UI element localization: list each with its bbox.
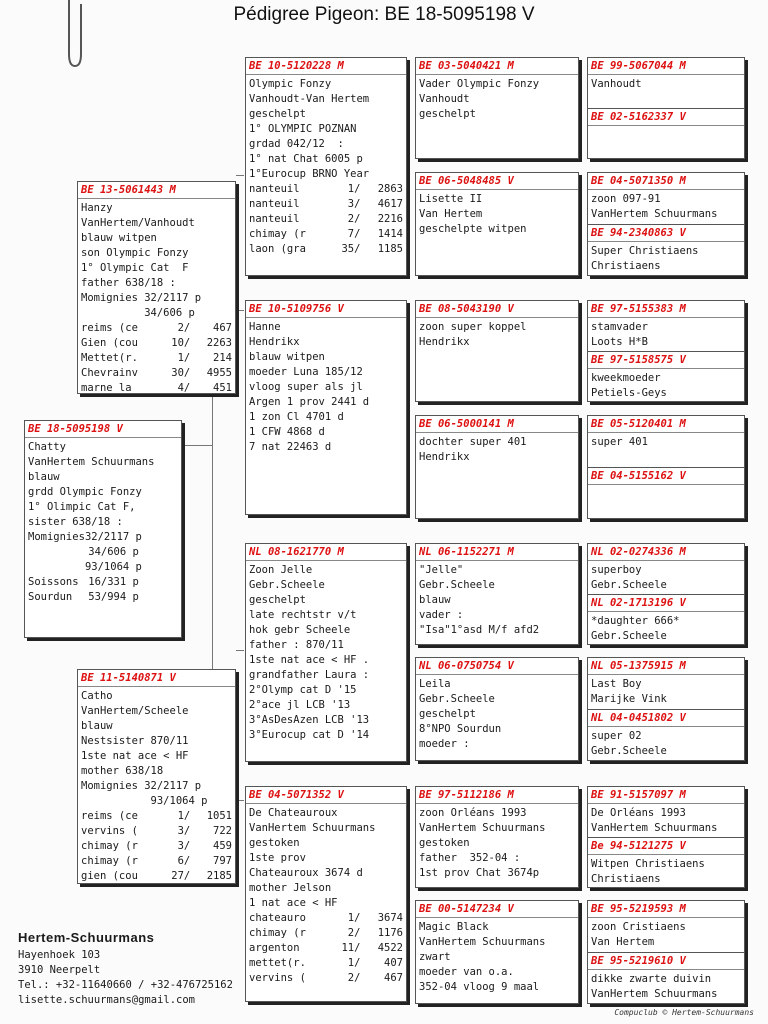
result-row	[81, 854, 232, 869]
card-line: moeder :	[419, 738, 470, 750]
result-row	[81, 381, 232, 394]
result-row	[28, 575, 178, 590]
race-place: 93/1064 p	[84, 561, 142, 573]
race-total	[141, 560, 178, 575]
ring-number: BE 13-5061443 M	[78, 182, 235, 199]
ring-number: BE 04-5071350 M	[588, 173, 744, 190]
card-line: Super Christiaens	[591, 245, 699, 257]
race-total: 4955	[206, 367, 232, 379]
card-line: grandfather Laura :	[249, 669, 370, 681]
card-line: Zoon Jelle	[249, 564, 313, 576]
card-line: zoon 097-91	[591, 193, 661, 205]
connector	[236, 800, 244, 801]
result-row	[81, 366, 232, 381]
card-line: VanHertem Schuurmans	[28, 456, 155, 468]
ring-number: BE 03-5040421 M	[416, 58, 578, 75]
race-name: reims (ce	[81, 322, 138, 334]
race-place: 7/	[347, 228, 361, 240]
pedigree-card-mother	[77, 669, 236, 884]
card-line: *daughter 666*	[591, 615, 680, 627]
card-lines	[249, 563, 403, 743]
result-row	[28, 545, 178, 560]
card-line: 3°Eurocup cat D '14	[249, 729, 370, 741]
card-line: sister 638/18 :	[28, 516, 123, 528]
card-line: 2°ace jl LCB '13	[249, 699, 351, 711]
race-place: 6/	[177, 855, 191, 867]
race-name: nanteuil	[249, 198, 300, 210]
race-total: 2863	[377, 183, 403, 195]
result-row	[249, 956, 403, 971]
card-line: Witpen Christiaens	[591, 858, 705, 870]
connector	[182, 445, 212, 446]
page-title: Pédigree Pigeon: BE 18-5095198 V	[233, 4, 535, 25]
card-results	[81, 321, 232, 394]
ring-number: Be 94-5121275 V	[588, 838, 744, 855]
race-place: 16/331 p	[88, 576, 139, 588]
card-line: geschelpt	[249, 594, 306, 606]
pedigree-card-gen4-pair	[587, 900, 745, 1004]
result-row	[249, 227, 403, 242]
race-name: Sourdun	[28, 591, 73, 603]
card-results	[28, 530, 178, 605]
ring-number: BE 94-2340863 V	[588, 225, 744, 242]
result-row	[81, 869, 232, 884]
card-line: 1°Eurocup BRNO Year	[249, 168, 370, 180]
card-line: Leila	[419, 678, 451, 690]
card-line: Lisette II	[419, 193, 483, 205]
card-line: Vanhoudt	[419, 93, 470, 105]
card-line: Momignies 32/2117 p	[81, 780, 202, 792]
card-line: Hendrikx	[419, 336, 470, 348]
card-line: 1° OLYMPIC POZNAN	[249, 123, 357, 135]
card-line: father 638/18 :	[81, 277, 176, 289]
result-row	[249, 941, 403, 956]
card-line: VanHertem Schuurmans	[591, 822, 718, 834]
card-results	[249, 182, 403, 257]
race-total	[139, 575, 178, 590]
card-line: "Jelle"	[419, 564, 464, 576]
card-results	[249, 911, 403, 986]
result-row	[249, 926, 403, 941]
pedigree-card-gen4-pair	[587, 657, 745, 761]
result-row	[81, 839, 232, 854]
card-line: 1ste nat ace < HF	[81, 750, 189, 762]
ring-number: BE 06-5000141 M	[416, 416, 578, 433]
card-line: 1ste prov	[249, 852, 306, 864]
race-place: 35/	[341, 243, 361, 255]
race-total: 722	[213, 825, 232, 837]
card-line: 1 nat ace < HF	[249, 897, 338, 909]
card-line: zoon Cristiaens	[591, 921, 686, 933]
card-line: 93/1064 p	[81, 795, 208, 807]
card-line: 1° Olympic Cat F	[81, 262, 189, 274]
race-total: 3674	[377, 912, 403, 924]
card-line: 1 zon Cl 4701 d	[249, 411, 344, 423]
result-row	[28, 530, 178, 545]
pedigree-card-main	[24, 420, 182, 638]
ring-number: BE 00-5147234 V	[416, 901, 578, 918]
race-name: nanteuil	[249, 183, 300, 195]
card-line: vader :	[419, 609, 464, 621]
race-name: vervins (	[81, 825, 138, 837]
race-place: 1/	[347, 912, 361, 924]
card-line: geschelpt	[419, 108, 476, 120]
card-line: zwart	[419, 951, 451, 963]
card-line: Loots H*B	[591, 336, 648, 348]
card-line: 1° Olimpic Cat F,	[28, 501, 136, 513]
card-lines	[249, 806, 403, 911]
pedigree-card-gen4-pair	[587, 172, 745, 276]
card-line: blauw	[81, 720, 113, 732]
card-line: superboy	[591, 564, 642, 576]
card-line: geschelpt	[419, 708, 476, 720]
race-total: 1176	[377, 927, 403, 939]
card-line: geschelpte witpen	[419, 223, 527, 235]
connector	[236, 175, 244, 176]
pedigree-card-gen4-pair	[587, 57, 745, 159]
race-total: 797	[213, 855, 232, 867]
ring-number: BE 06-5048485 V	[416, 173, 578, 190]
result-row	[249, 242, 403, 257]
card-line: De Chateauroux	[249, 807, 338, 819]
race-total: 1051	[206, 810, 232, 822]
card-line: Hendrikx	[419, 451, 470, 463]
card-line: blauw witpen	[249, 351, 325, 363]
card-line: VanHertem Schuurmans	[591, 208, 718, 220]
card-line: Gebr.Scheele	[591, 579, 667, 591]
race-name: argenton	[249, 942, 300, 954]
race-total: 2185	[206, 870, 232, 882]
card-line: 1 CFW 4868 d	[249, 426, 325, 438]
card-line: Gebr.Scheele	[249, 579, 325, 591]
race-name: chimay (r	[81, 855, 138, 867]
race-place: 27/	[171, 870, 191, 882]
result-row	[28, 590, 178, 605]
card-line: VanHertem Schuurmans	[591, 988, 718, 1000]
card-line: Nestsister 870/11	[81, 735, 189, 747]
ring-number: BE 99-5067044 M	[588, 58, 744, 75]
card-line: Momignies 32/2117 p	[81, 292, 202, 304]
card-line: stamvader	[591, 321, 648, 333]
pedigree-card-father-father	[245, 57, 407, 276]
card-line: Van Hertem	[419, 208, 483, 220]
pedigree-card-gen3	[415, 543, 579, 645]
card-line: father : 870/11	[249, 639, 344, 651]
breeder-name: Hertem-Schuurmans	[18, 930, 155, 945]
pedigree-card-gen4-pair	[587, 300, 745, 402]
card-line: Gebr.Scheele	[419, 693, 495, 705]
card-line: dikke zwarte duivin	[591, 973, 712, 985]
card-line: Christiaens	[591, 260, 661, 272]
result-row	[249, 197, 403, 212]
pedigree-card-gen4-pair	[587, 786, 745, 888]
race-total	[139, 590, 178, 605]
pedigree-card-gen3	[415, 657, 579, 761]
card-line: zoon super koppel	[419, 321, 527, 333]
card-line: super 401	[591, 436, 648, 448]
ring-number: BE 97-5155383 M	[588, 301, 744, 318]
card-line: 2°Olymp cat D '15	[249, 684, 357, 696]
card-lines	[81, 201, 232, 321]
card-line: Argen 1 prov 2441 d	[249, 396, 370, 408]
card-line: Magic Black	[419, 921, 489, 933]
card-line: gestoken	[249, 837, 300, 849]
card-line: Hanne	[249, 321, 281, 333]
race-place: 10/	[171, 337, 191, 349]
race-name: gien (cou	[81, 870, 138, 882]
card-line: Last Boy	[591, 678, 642, 690]
card-line: Van Hertem	[591, 936, 655, 948]
ring-number: NL 06-0750754 V	[416, 658, 578, 675]
race-place: 4/	[177, 382, 191, 394]
ring-number: BE 10-5120228 M	[246, 58, 406, 75]
race-name: nanteuil	[249, 213, 300, 225]
card-line: Hanzy	[81, 202, 113, 214]
result-row	[81, 321, 232, 336]
race-place: 2/	[347, 972, 361, 984]
card-line: son Olympic Fonzy	[81, 247, 189, 259]
race-total	[141, 530, 178, 545]
card-line: VanHertem/Vanhoudt	[81, 217, 195, 229]
breeder-info	[18, 930, 233, 1008]
card-line: Vanhoudt	[591, 78, 642, 90]
card-line: late rechtstr v/t	[249, 609, 357, 621]
race-name	[28, 560, 85, 575]
card-line: blauw witpen	[81, 232, 157, 244]
card-results	[81, 809, 232, 884]
race-name: vervins (	[249, 972, 306, 984]
card-line: Chateauroux 3674 d	[249, 867, 363, 879]
card-line: 1° nat Chat 6005 p	[249, 153, 363, 165]
ring-number: BE 04-5155162 V	[588, 468, 744, 485]
breeder-phone: Tel.: +32-11640660 / +32-476725162	[18, 979, 233, 991]
race-total: 1185	[377, 243, 403, 255]
ring-number: BE 91-5157097 M	[588, 787, 744, 804]
race-name: Momignies	[28, 531, 85, 543]
race-place: 3/	[177, 840, 191, 852]
race-total	[139, 545, 178, 560]
pedigree-card-gen4-pair	[587, 415, 745, 519]
card-line: moeder Luna 185/12	[249, 366, 363, 378]
race-place: 1/	[347, 183, 361, 195]
race-name: chimay (r	[81, 840, 138, 852]
ring-number: BE 04-5071352 V	[246, 787, 406, 804]
card-line: VanHertem Schuurmans	[249, 822, 376, 834]
result-row	[81, 336, 232, 351]
card-line: grdad 042/12 :	[249, 138, 344, 150]
card-line: moeder van o.a.	[419, 966, 514, 978]
race-total: 4617	[377, 198, 403, 210]
card-line: grdd Olympic Fonzy	[28, 486, 142, 498]
race-place: 1/	[177, 352, 191, 364]
race-name: Gien (cou	[81, 337, 138, 349]
card-line: Gebr.Scheele	[419, 579, 495, 591]
race-total: 459	[213, 840, 232, 852]
card-lines	[81, 689, 232, 809]
race-place: 2/	[347, 927, 361, 939]
race-total: 214	[213, 352, 232, 364]
race-total: 2263	[206, 337, 232, 349]
pedigree-card-father	[77, 181, 236, 394]
card-line: Olympic Fonzy	[249, 78, 332, 90]
race-name: marne la	[81, 382, 132, 394]
card-lines	[249, 77, 403, 182]
race-place: 2/	[177, 322, 191, 334]
pedigree-card-mother-mother	[245, 786, 407, 1002]
card-line: Gebr.Scheele	[591, 630, 667, 642]
card-line: blauw	[419, 594, 451, 606]
connector	[236, 650, 244, 651]
race-place: 3/	[177, 825, 191, 837]
card-line: mother Jelson	[249, 882, 332, 894]
race-name: Chevrainv	[81, 367, 138, 379]
card-line: Petiels-Geys	[591, 387, 667, 399]
pedigree-card-gen3	[415, 172, 579, 276]
ring-number: NL 04-0451802 V	[588, 710, 744, 727]
card-line: 3°AsDesAzen LCB '13	[249, 714, 370, 726]
pedigree-card-mother-father	[245, 543, 407, 762]
card-line: kweekmoeder	[591, 372, 661, 384]
ring-number: BE 08-5043190 V	[416, 301, 578, 318]
result-row	[249, 182, 403, 197]
card-line: Gebr.Scheele	[591, 745, 667, 757]
card-line: zoon Orléans 1993	[419, 807, 527, 819]
pedigree-card-gen3	[415, 300, 579, 402]
card-line: 1st prov Chat 3674p	[419, 867, 540, 879]
card-line: blauw	[28, 471, 60, 483]
race-place: 3/	[347, 198, 361, 210]
card-line: geschelpt	[249, 108, 306, 120]
race-name: mettet(r.	[249, 957, 306, 969]
race-total: 1414	[377, 228, 403, 240]
breeder-city: 3910 Neerpelt	[18, 964, 101, 976]
result-row	[249, 911, 403, 926]
race-name: Soissons	[28, 576, 79, 588]
ring-number: NL 06-1152271 M	[416, 544, 578, 561]
race-total: 4522	[377, 942, 403, 954]
race-total: 451	[213, 382, 232, 394]
card-line: vloog super als jl	[249, 381, 363, 393]
card-line: 352-04 vloog 9 maal	[419, 981, 540, 993]
card-line: Hendrikx	[249, 336, 300, 348]
card-line: VanHertem Schuurmans	[419, 936, 546, 948]
result-row	[249, 212, 403, 227]
result-row	[81, 824, 232, 839]
connector	[236, 310, 244, 311]
card-line: "Isa"1°asd M/f afd2	[419, 624, 540, 636]
ring-number: NL 02-1713196 V	[588, 595, 744, 612]
pedigree-card-father-mother	[245, 300, 407, 515]
card-line: Christiaens	[591, 873, 661, 885]
ring-number: BE 97-5112186 M	[416, 787, 578, 804]
card-line: Vader Olympic Fonzy	[419, 78, 540, 90]
card-line: Chatty	[28, 441, 66, 453]
race-total: 2216	[377, 213, 403, 225]
race-name: reims (ce	[81, 810, 138, 822]
card-line: super 02	[591, 730, 642, 742]
race-place: 11/	[341, 942, 361, 954]
card-line: 1ste nat ace < HF .	[249, 654, 370, 666]
card-line: gestoken	[419, 837, 470, 849]
ring-number: BE 95-5219610 V	[588, 953, 744, 970]
card-line: Vanhoudt-Van Hertem	[249, 93, 370, 105]
card-line: 8°NPO Sourdun	[419, 723, 502, 735]
ring-number: NL 05-1375915 M	[588, 658, 744, 675]
breeder-email: lisette.schuurmans@gmail.com	[18, 994, 196, 1006]
race-place: 53/994 p	[88, 591, 139, 603]
ring-number: BE 02-5162337 V	[588, 109, 744, 126]
ring-number: NL 02-0274336 M	[588, 544, 744, 561]
race-place: 30/	[171, 367, 191, 379]
ring-number: BE 95-5219593 M	[588, 901, 744, 918]
breeder-street: Hayenhoek 103	[18, 949, 101, 961]
result-row	[81, 809, 232, 824]
result-row	[28, 560, 178, 575]
card-line: VanHertem/Scheele	[81, 705, 189, 717]
ring-number: BE 97-5158575 V	[588, 352, 744, 369]
ring-number: BE 05-5120401 M	[588, 416, 744, 433]
footer-credit: Compuclub © Hertem-Schuurmans	[614, 1008, 754, 1017]
race-total: 467	[384, 972, 403, 984]
race-name: chateauro	[249, 912, 306, 924]
race-total: 407	[384, 957, 403, 969]
card-line: VanHertem Schuurmans	[419, 822, 546, 834]
card-line: De Orléans 1993	[591, 807, 686, 819]
race-name	[28, 545, 88, 560]
ring-number: BE 18-5095198 V	[25, 421, 181, 438]
result-row	[81, 351, 232, 366]
ring-number: BE 10-5109756 V	[246, 301, 406, 318]
card-lines	[249, 320, 403, 455]
pedigree-card-gen4-pair	[587, 543, 745, 645]
race-name: chimay (r	[249, 927, 306, 939]
race-name: laon (gra	[249, 243, 306, 255]
card-line: father 352-04 :	[419, 852, 521, 864]
pedigree-card-gen3	[415, 900, 579, 1004]
card-line: 34/606 p	[81, 307, 195, 319]
paperclip-icon	[63, 0, 85, 70]
card-line: 7 nat 22463 d	[249, 441, 332, 453]
card-line: Catho	[81, 690, 113, 702]
race-place: 34/606 p	[88, 546, 139, 558]
ring-number: BE 11-5140871 V	[78, 670, 235, 687]
race-place: 32/2117 p	[84, 531, 142, 543]
pedigree-card-gen3	[415, 786, 579, 888]
card-line: hok gebr Scheele	[249, 624, 351, 636]
card-line: dochter super 401	[419, 436, 527, 448]
race-total: 467	[213, 322, 232, 334]
race-place: 1/	[177, 810, 191, 822]
pedigree-card-gen3	[415, 415, 579, 519]
card-line: mother 638/18	[81, 765, 164, 777]
ring-number: NL 08-1621770 M	[246, 544, 406, 561]
race-place: 2/	[347, 213, 361, 225]
pedigree-card-gen3	[415, 57, 579, 159]
card-line: Marijke Vink	[591, 693, 667, 705]
race-name: Mettet(r.	[81, 352, 138, 364]
race-place: 1/	[347, 957, 361, 969]
card-lines	[28, 440, 178, 530]
race-name: chimay (r	[249, 228, 306, 240]
result-row	[249, 971, 403, 986]
